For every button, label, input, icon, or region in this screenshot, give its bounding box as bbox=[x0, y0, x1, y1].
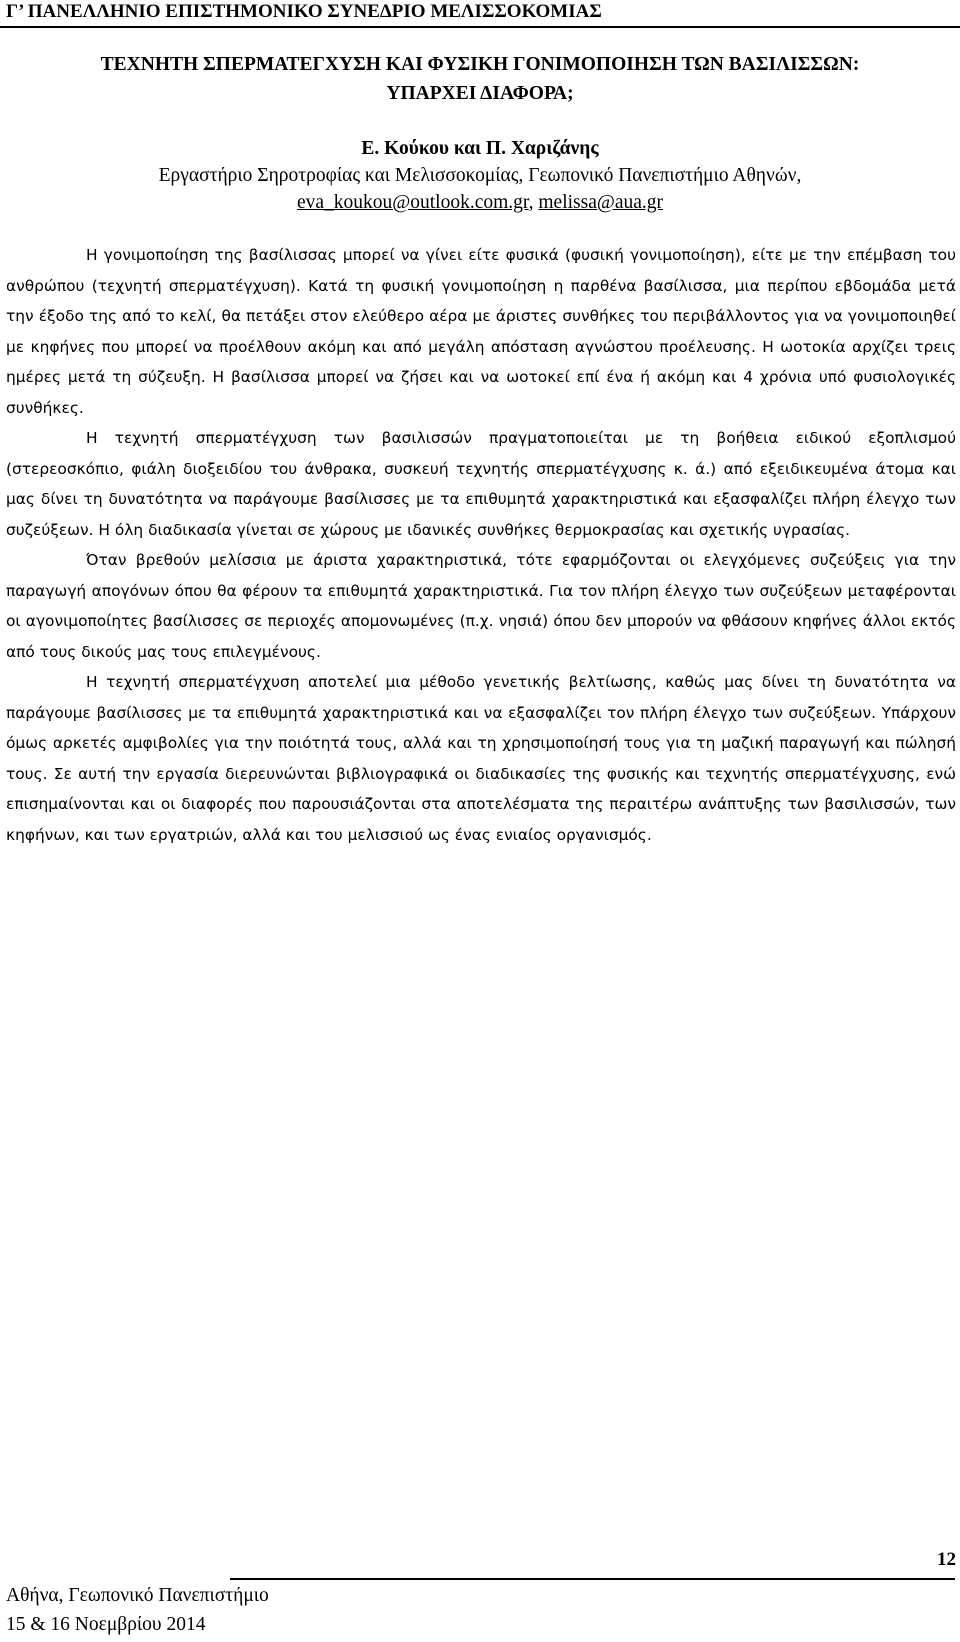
author-names: Ε. Κούκου και Π. Χαριζάνης bbox=[361, 138, 599, 159]
footer-date: 15 & 16 Νοεμβρίου 2014 bbox=[6, 1614, 206, 1635]
email-separator: , bbox=[528, 192, 539, 213]
header-rule bbox=[0, 26, 960, 28]
abstract-paragraph-2: Η τεχνητή σπερματέγχυση των βασιλισσών πραγματοποιείται με τη βοήθεια ειδικού εξοπλισμού (στερεοσκόπιο, φιάλη διοξειδίου του άνθρακα, συσκευή τεχνητής σπερματέγχυσης κ. ά.) από εξειδικευμένα άτομα και μας δίνει τη δυνατότητα να παράγουμε βασίλισσες με τα επιθυμητά χαρακτηριστικά και εξασφαλίζει πλήρη έλεγχο των συζεύξεων. Η όλη διαδικασία γίνεται σε χώρους με ιδανικές συνθήκες θερμοκρασίας και σχετικής υγρασίας. bbox=[6, 429, 956, 539]
paper-title-line-1: ΤΕΧΝΗΤΗ ΣΠΕΡΜΑΤΕΓΧΥΣΗ ΚΑΙ ΦΥΣΙΚΗ ΓΟΝΙΜΟΠΟΙΗΣΗ ΤΩΝ ΒΑΣΙΛΙΣΣΩΝ: bbox=[100, 54, 860, 75]
email-link-melissa[interactable]: melissa@aua.gr bbox=[538, 192, 664, 213]
paper-title-line-2: ΥΠΑΡΧΕΙ ΔΙΑΦΟΡΑ; bbox=[386, 83, 574, 104]
author-emails bbox=[0, 189, 960, 216]
abstract-paragraph-4: Η τεχνητή σπερματέγχυση αποτελεί μια μέθοδο γενετικής βελτίωσης, καθώς μας δίνει τη δυνατότητα να παράγουμε βασίλισσες με τα επιθυμητά χαρακτηριστικά και να εξασφαλίζει τον πλήρη έλεγχο των συζεύξεων. Υπάρχουν όμως αρκετές αμφιβολίες για την ποιότητά τους, αλλά και τη χρησιμοποίησή τους για τη μαζική παραγωγή και πώλησή τους. Σε αυτή την εργασία διερευνώνται βιβλιογραφικά οι διαδικασίες της φυσικής και τεχνητής σπερματέγχυσης, ενώ επισημαίνονται και οι διαφορές που παρουσιάζονται στα αποτελέσματα της περαιτέρω ανάπτυξης των βασιλισσών, των κηφήνων, και των εργατριών, αλλά και του μελισσιού ως ένας ενιαίος οργανισμός. bbox=[6, 673, 956, 844]
email-link-koukou[interactable]: eva_koukou@outlook.com.gr bbox=[296, 192, 529, 213]
abstract-body bbox=[6, 240, 956, 850]
paper-title bbox=[0, 50, 960, 108]
author-block bbox=[0, 135, 960, 216]
running-header: Γ’ ΠΑΝΕΛΛΗΝΙΟ ΕΠΙΣΤΗΜΟΝΙΚΟ ΣΥΝΕΔΡΙΟ ΜΕΛΙΣΣΟΚΟΜΙΑΣ bbox=[6, 1, 602, 22]
footer-venue: Αθήνα, Γεωπονικό Πανεπιστήμιο bbox=[6, 1585, 269, 1606]
abstract-paragraph-3: Όταν βρεθούν μελίσσια με άριστα χαρακτηριστικά, τότε εφαρμόζονται οι ελεγχόμενες συζεύξεις για την παραγωγή απογόνων όπου θα φέρουν τα επιθυμητά χαρακτηριστικά. Για τον πλήρη έλεγχο των συζεύξεων μεταφέρονται οι αγονιμοποίητες βασίλισσες σε περιοχές απομονωμένες (π.χ. νησιά) όπου δεν μπορούν να φθάσουν κηφήνες άλλοι εκτός από τους δικούς μας τους επιλεγμένους. bbox=[6, 551, 956, 661]
page-number: 12 bbox=[937, 1549, 956, 1570]
footer-rule bbox=[230, 1578, 955, 1580]
abstract-paragraph-1: Η γονιμοποίηση της βασίλισσας μπορεί να γίνει είτε φυσικά (φυσική γονιμοποίηση), είτε με την επέμβαση του ανθρώπου (τεχνητή σπερματέγχυση). Κατά τη φυσική γονιμοποίηση η παρθένα βασίλισσα, μια περίπου εβδομάδα μετά την έξοδο της από το κελί, θα πετάξει στον ελεύθερο αέρα με άριστες συνθήκες του περιβάλλοντος για να γονιμοποιηθεί με κηφήνες που μπορεί να προέλθουν ακόμη και από μεγάλη απόσταση αγνώστου προέλευσης. Η ωοτοκία αρχίζει τρεις ημέρες μετά τη σύζευξη. Η βασίλισσα μπορεί να ζήσει και να ωοτοκεί επί ένα ή ακόμη και 4 χρόνια υπό φυσιολογικές συνθήκες. bbox=[6, 246, 956, 417]
author-affiliation: Εργαστήριο Σηροτροφίας και Μελισσοκομίας, Γεωπονικό Πανεπιστήμιο Αθηνών, bbox=[158, 165, 802, 186]
